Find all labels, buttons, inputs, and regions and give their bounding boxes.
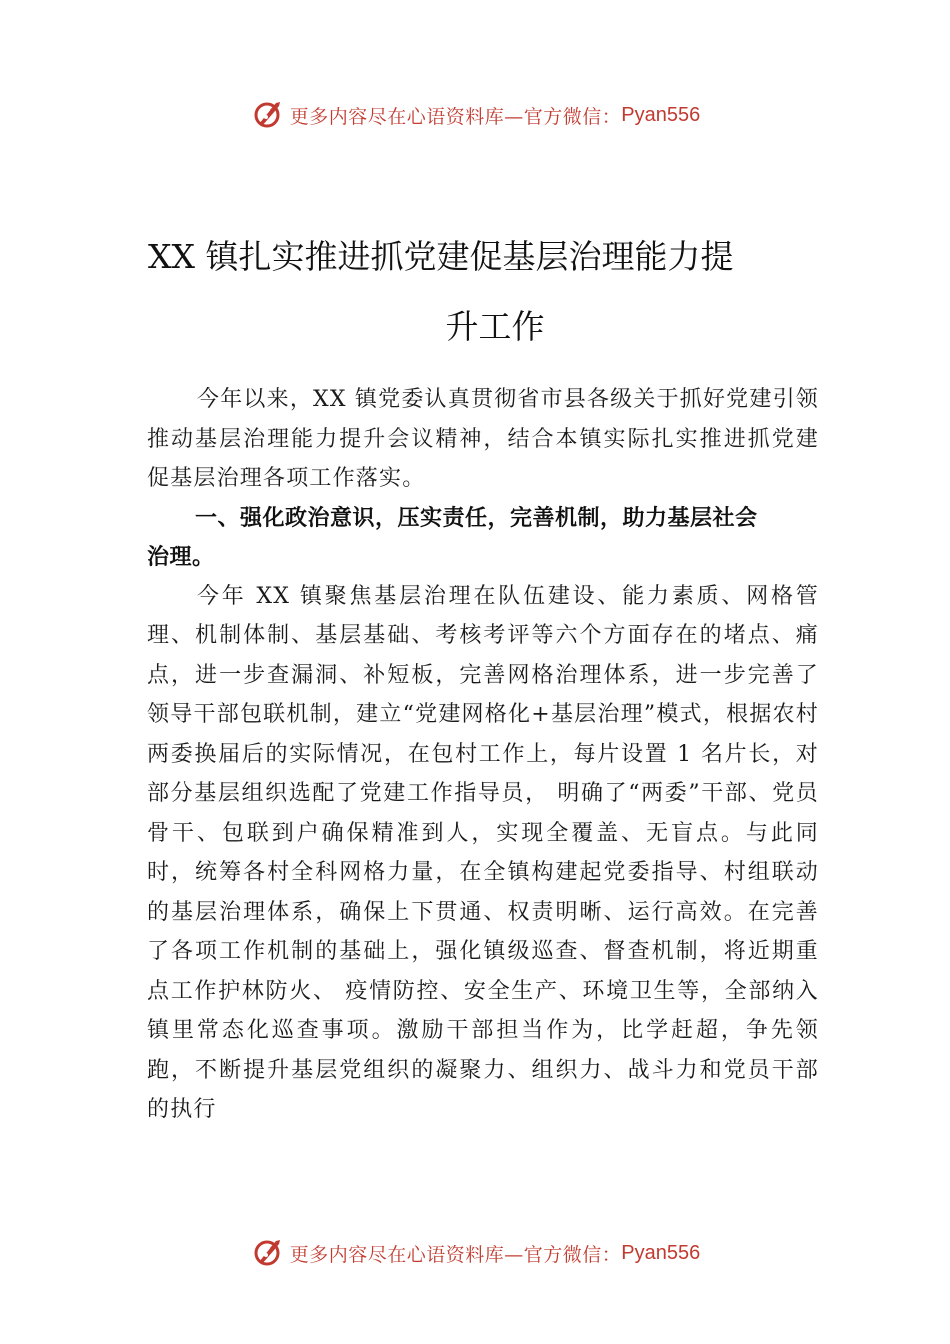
banner-account: Pyan556: [621, 1241, 701, 1264]
title-line-1: XX 镇扎实推进抓党建促基层治理能力提: [148, 237, 734, 276]
title-line-2: 升工作: [445, 307, 545, 346]
banner-account: Pyan556: [621, 103, 701, 126]
intro-paragraph: 今年以来，XX 镇党委认真贯彻省市县各级关于抓好党建引领推动基层治理能力提升会议精神，结合本镇实际扎实推进抓党建促基层治理各项工作落实。: [147, 387, 819, 491]
footer-banner: [0, 1233, 950, 1273]
document-body: [147, 380, 819, 1130]
pen-nib-logo-icon: [250, 1235, 286, 1271]
banner-text: 更多内容尽在心语资料库—官方微信：: [289, 105, 622, 128]
document-title: [0, 222, 950, 362]
section-1-heading: 一、强化政治意识，压实责任，完善机制，助力基层社会治理。: [147, 505, 758, 570]
header-banner: [0, 95, 950, 135]
banner-text: 更多内容尽在心语资料库—官方微信：: [289, 1243, 622, 1266]
pen-nib-logo-icon: [250, 97, 286, 133]
section-1-paragraph: 今年 XX 镇聚焦基层治理在队伍建设、能力素质、网格管理、机制体制、基层基础、考核考评等六个方面存在的堵点、痛点，进一步查漏洞、补短板，完善网格治理体系，进一步完善了领导干部包联机制，建立“党建网格化+基层治理”模式，根据农村两委换届后的实际情况，在包村工作上，每片设置 1 名片长，对部分基层组织选配了党建工作指导员， 明确了“两委”干部、党员骨干、包联到户确保精准到人，实现全覆盖、无盲点。与此同时，统筹各村全科网格力量，在全镇构建起党委指导、村组联动的基层治理体系，确保上下贯通、权责明晰、运行高效。在完善了各项工作机制的基础上，强化镇级巡查、督查机制，将近期重点工作护林防火、 疫情防控、安全生产、环境卫生等，全部纳入镇里常态化巡查事项。激励干部担当作为，比学赶超，争先领跑，不断提升基层党组织的凝聚力、组织力、战斗力和党员干部的执行: [147, 583, 819, 1122]
